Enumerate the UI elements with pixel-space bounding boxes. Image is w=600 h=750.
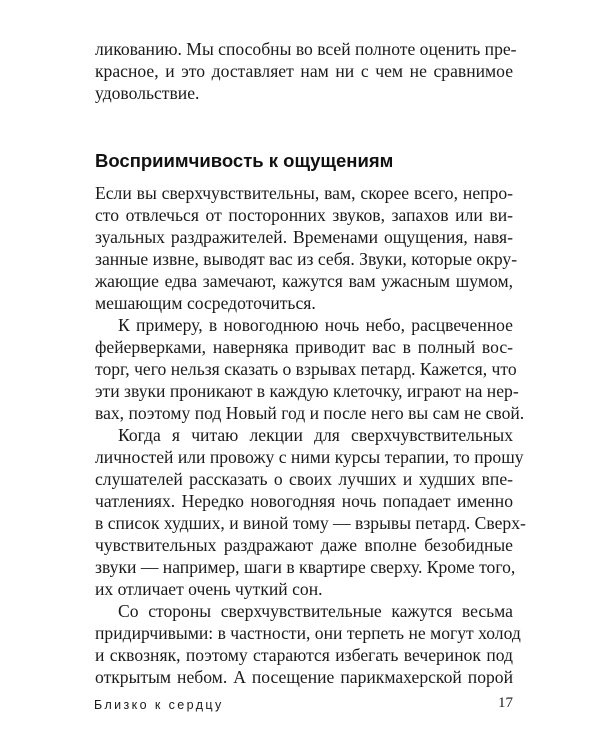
text-line: сто отвлечься от посторонних звуков, запахов или ви- [95, 205, 513, 225]
text-line: открытым небом. А посещение парикмахерской порой [95, 667, 513, 687]
text-line: жающие едва замечают, кажутся вам ужасным шумом, [95, 271, 513, 291]
text-line: звуки — например, шаги в квартире сверху. Кроме того, [95, 557, 516, 577]
running-title: Близко к сердцу [94, 698, 224, 712]
text-line: в список худших, и виной тому — взрывы петард. Сверх- [95, 513, 526, 533]
text-line: придирчивыми: в частности, они терпеть не могут холод [95, 623, 521, 643]
text-line: торг, чего нельзя сказать о взрывах петард. Кажется, что [95, 359, 517, 379]
text-line: красное, и это доставляет нам ни с чем не сравнимое [95, 61, 513, 81]
text-line: удовольствие. [95, 83, 200, 103]
text-line: чувствительных раздражают даже вполне безобидные [95, 535, 513, 555]
text-line: Если вы сверхчувствительны, вам, скорее всего, непро- [95, 183, 513, 203]
text-line: Со стороны сверхчувствительные кажутся весьма [118, 601, 513, 621]
text-line: вах, поэтому под Новый год и после него вы сам не свой. [95, 403, 525, 423]
text-line: чатлениях. Нередко новогодняя ночь попадает именно [95, 491, 513, 511]
text-line: эти звуки проникают в каждую клеточку, играют на нер- [95, 381, 519, 401]
text-line: К примеру, в новогоднюю ночь небо, расцвеченное [118, 315, 513, 335]
text-line: и сквозняк, поэтому стараются избегать вечеринок под [95, 645, 513, 665]
text-line: зуальных раздражителей. Временами ощущения, навя- [95, 227, 513, 247]
text-line: ликованию. Мы способны во всей полноте оценить пре- [95, 39, 517, 59]
text-line: их отличает очень чуткий сон. [95, 579, 323, 599]
text-line: Когда я читаю лекции для сверхчувствительных [118, 425, 513, 445]
text-line: личностей или провожу с ними курсы терапии, то прошу [95, 447, 524, 467]
page-number: 17 [498, 695, 513, 711]
section-heading: Восприимчивость к ощущениям [95, 150, 394, 171]
text-line: слушателей рассказать о своих лучших и худших впе- [95, 469, 513, 489]
text-line: мешающим сосредоточиться. [95, 293, 316, 313]
text-line: занные извне, выводят вас из себя. Звуки, которые окру- [95, 249, 518, 269]
text-line: фейерверками, наверняка приводит вас в полный вос- [95, 337, 513, 357]
